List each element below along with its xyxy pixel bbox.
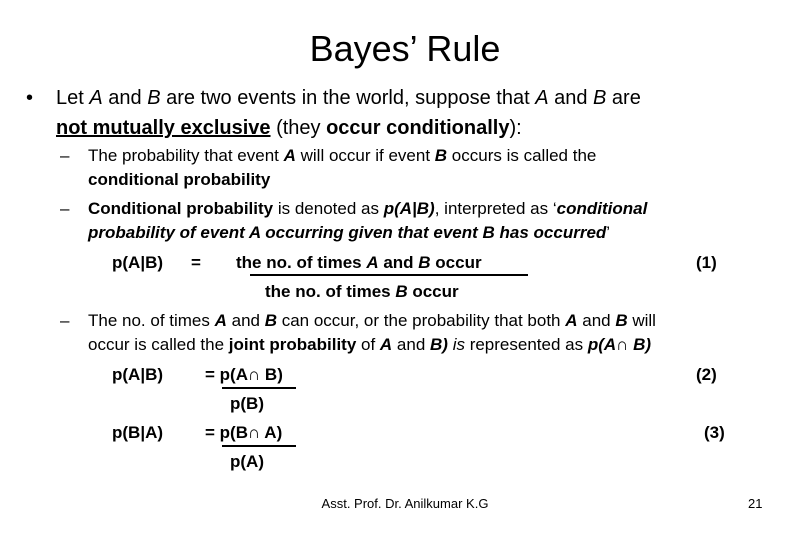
eq3-denominator: p(A) [230, 452, 264, 471]
sub-bullet-dash-1: – [60, 146, 70, 165]
bullet-marker: • [26, 87, 34, 109]
eq1-denominator: the no. of times B occur [265, 282, 459, 301]
bullet-line-1: Let A and B are two events in the world, suppose that A and B are [56, 87, 641, 109]
sub-bullet-2-line-1: Conditional probability is denoted as p(A|B), interpreted as ‘conditional [88, 199, 648, 218]
eq1-fraction-bar [250, 274, 528, 276]
sub-bullet-1-line-1: The probability that event A will occur if event B occurs is called the [88, 146, 597, 165]
eq2-label: (2) [696, 365, 717, 384]
sub-bullet-1-line-2: conditional probability [88, 170, 271, 189]
footer-author: Asst. Prof. Dr. Anilkumar K.G [321, 496, 489, 511]
sub-bullet-dash-2: – [60, 199, 70, 218]
eq2-lhs: p(A|B) [112, 365, 164, 384]
eq1-label: (1) [696, 253, 717, 272]
sub-bullet-2-line-2: probability of event A occurring given that event B has occurred’ [88, 223, 611, 242]
eq1-numerator: the no. of times A and B occur [236, 253, 482, 272]
eq3-lhs: p(B|A) [112, 423, 164, 442]
bullet-line-2: not mutually exclusive (they occur conditionally): [56, 117, 522, 139]
sub-bullet-3-line-2: occur is called the joint probability of A and B) is represented as p(A∩ B) [88, 335, 652, 354]
eq2-fraction-bar [222, 387, 296, 389]
eq2-denominator: p(B) [230, 394, 264, 413]
eq1-lhs: p(A|B) [112, 253, 164, 272]
slide-title: Bayes’ Rule [309, 28, 501, 69]
sub-bullet-dash-3: – [60, 311, 70, 330]
eq3-label: (3) [704, 423, 725, 442]
eq3-numerator: = p(B∩ A) [205, 423, 283, 442]
eq1-equals: = [191, 253, 201, 272]
sub-bullet-3-line-1: The no. of times A and B can occur, or the probability that both A and B will [88, 311, 656, 330]
eq2-numerator: = p(A∩ B) [205, 365, 283, 384]
eq3-fraction-bar [222, 445, 296, 447]
page-number: 21 [748, 496, 763, 511]
